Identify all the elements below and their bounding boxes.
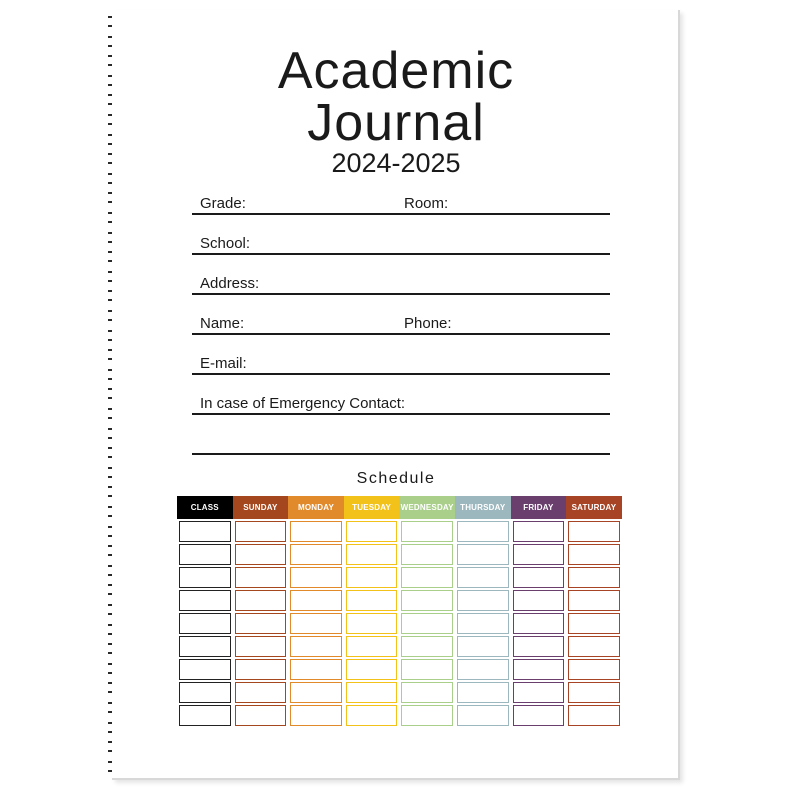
schedule-cell[interactable] <box>179 567 231 588</box>
schedule-cell[interactable] <box>401 659 453 680</box>
schedule-cell[interactable] <box>346 544 398 565</box>
schedule-cell[interactable] <box>457 682 509 703</box>
grade-room-line[interactable] <box>192 193 610 215</box>
email-label: E-mail: <box>200 355 247 372</box>
schedule-cell[interactable] <box>235 682 287 703</box>
schedule-header-saturday: SATURDAY <box>566 496 622 519</box>
schedule-column <box>566 496 622 726</box>
schedule-cell[interactable] <box>568 613 620 634</box>
schedule-cell[interactable] <box>513 636 565 657</box>
schedule-header-class: CLASS <box>177 496 233 519</box>
year-label: 2024-2025 <box>331 148 461 178</box>
schedule-cell[interactable] <box>457 567 509 588</box>
schedule-column <box>344 496 400 726</box>
title-line-2: Journal <box>307 94 485 152</box>
schedule-cell[interactable] <box>346 567 398 588</box>
schedule-cell[interactable] <box>179 659 231 680</box>
schedule-cell[interactable] <box>568 590 620 611</box>
grade-label: Grade: <box>200 195 246 212</box>
schedule-cell[interactable] <box>568 705 620 726</box>
schedule-cell[interactable] <box>568 682 620 703</box>
schedule-cell[interactable] <box>513 544 565 565</box>
schedule-cell[interactable] <box>513 590 565 611</box>
schedule-cell[interactable] <box>457 590 509 611</box>
schedule-cell[interactable] <box>179 544 231 565</box>
schedule-cell[interactable] <box>235 705 287 726</box>
schedule-cell[interactable] <box>457 705 509 726</box>
schedule-column <box>399 496 455 726</box>
schedule-cell[interactable] <box>401 613 453 634</box>
schedule-cell[interactable] <box>346 705 398 726</box>
schedule-cell[interactable] <box>235 613 287 634</box>
schedule-cell[interactable] <box>401 521 453 542</box>
schedule-cell[interactable] <box>401 682 453 703</box>
schedule-cell[interactable] <box>346 659 398 680</box>
name-phone-line[interactable] <box>192 313 610 335</box>
room-label: Room: <box>404 195 449 212</box>
schedule-cell[interactable] <box>235 636 287 657</box>
schedule-cell[interactable] <box>290 544 342 565</box>
schedule-cell[interactable] <box>290 567 342 588</box>
emergency-extra-line[interactable] <box>192 433 610 455</box>
school-line[interactable] <box>192 233 610 255</box>
schedule-cell[interactable] <box>568 521 620 542</box>
schedule-cell[interactable] <box>513 521 565 542</box>
schedule-title: Schedule <box>356 470 436 487</box>
schedule-cell[interactable] <box>457 521 509 542</box>
address-label: Address: <box>200 275 260 292</box>
schedule-cell[interactable] <box>568 567 620 588</box>
schedule-cell[interactable] <box>513 613 565 634</box>
schedule-header-wednesday: WEDNESDAY <box>399 496 455 519</box>
schedule-column <box>233 496 289 726</box>
schedule-cell[interactable] <box>401 544 453 565</box>
schedule-cell[interactable] <box>179 521 231 542</box>
schedule-cell[interactable] <box>568 544 620 565</box>
schedule-cell[interactable] <box>179 636 231 657</box>
schedule-cell[interactable] <box>457 636 509 657</box>
address-line[interactable] <box>192 273 610 295</box>
schedule-column <box>288 496 344 726</box>
schedule-cell[interactable] <box>179 705 231 726</box>
school-label: School: <box>200 235 251 252</box>
schedule-column <box>511 496 567 726</box>
schedule-header-monday: MONDAY <box>288 496 344 519</box>
schedule-cell[interactable] <box>457 613 509 634</box>
schedule-cell[interactable] <box>290 521 342 542</box>
schedule-cell[interactable] <box>401 705 453 726</box>
schedule-cell[interactable] <box>513 705 565 726</box>
schedule-cell[interactable] <box>179 613 231 634</box>
schedule-cell[interactable] <box>513 567 565 588</box>
schedule-cell[interactable] <box>235 544 287 565</box>
schedule-header-thursday: THURSDAY <box>455 496 511 519</box>
schedule-cell[interactable] <box>568 659 620 680</box>
schedule-cell[interactable] <box>513 659 565 680</box>
schedule-cell[interactable] <box>235 521 287 542</box>
schedule-cell[interactable] <box>346 636 398 657</box>
schedule-cell[interactable] <box>346 590 398 611</box>
schedule-cell[interactable] <box>290 613 342 634</box>
schedule-cell[interactable] <box>346 682 398 703</box>
schedule-cell[interactable] <box>179 590 231 611</box>
schedule-cell[interactable] <box>290 659 342 680</box>
email-line[interactable] <box>192 353 610 375</box>
schedule-column <box>455 496 511 726</box>
emergency-label: In case of Emergency Contact: <box>200 395 406 412</box>
schedule-cell[interactable] <box>235 659 287 680</box>
schedule-header-tuesday: TUESDAY <box>344 496 400 519</box>
emergency-line[interactable] <box>192 393 610 415</box>
schedule-cell[interactable] <box>401 636 453 657</box>
schedule-cell[interactable] <box>346 521 398 542</box>
schedule-cell[interactable] <box>457 544 509 565</box>
schedule-cell[interactable] <box>290 590 342 611</box>
schedule-cell[interactable] <box>513 682 565 703</box>
schedule-cell[interactable] <box>401 590 453 611</box>
schedule-cell[interactable] <box>457 659 509 680</box>
schedule-cell[interactable] <box>290 705 342 726</box>
schedule-cell[interactable] <box>401 567 453 588</box>
name-label: Name: <box>200 315 245 332</box>
schedule-header-sunday: SUNDAY <box>233 496 289 519</box>
schedule-cell[interactable] <box>235 590 287 611</box>
schedule-cell[interactable] <box>290 636 342 657</box>
phone-label: Phone: <box>404 315 452 332</box>
schedule-cell[interactable] <box>235 567 287 588</box>
schedule-cell[interactable] <box>290 682 342 703</box>
schedule-column <box>177 496 233 726</box>
schedule-cell[interactable] <box>568 636 620 657</box>
title-line-1: Academic <box>277 42 515 100</box>
schedule-cell[interactable] <box>346 613 398 634</box>
schedule-table <box>177 496 622 726</box>
schedule-cell[interactable] <box>179 682 231 703</box>
schedule-header-friday: FRIDAY <box>511 496 567 519</box>
